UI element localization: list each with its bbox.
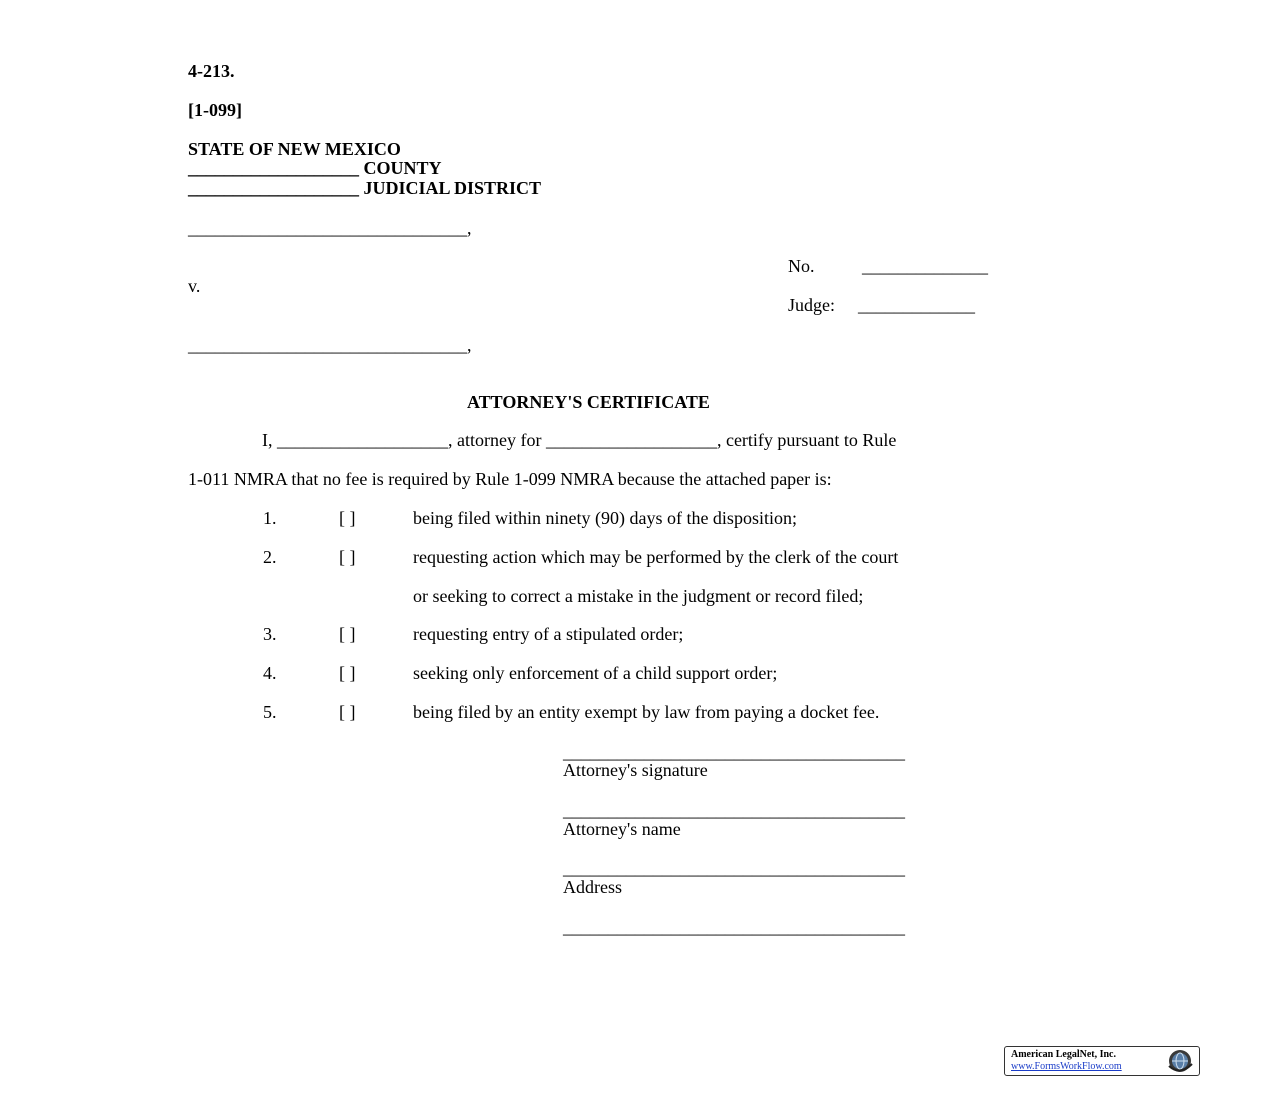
signature-line[interactable]: ______________________________________ (563, 742, 905, 762)
versus-label: v. (188, 276, 201, 296)
item-number: 3. (263, 624, 277, 644)
document-title: ATTORNEY'S CERTIFICATE (467, 392, 710, 412)
signature-label: Attorney's signature (563, 760, 708, 780)
item-number: 4. (263, 663, 277, 683)
logo-company-name: American LegalNet, Inc. (1011, 1049, 1116, 1060)
court-district-line: ___________________ JUDICIAL DISTRICT (188, 178, 542, 198)
item-checkbox[interactable]: [ ] (339, 702, 356, 722)
item-text: being filed by an entity exempt by law from paying a docket fee. (413, 702, 880, 722)
footer-logo[interactable] (1004, 1046, 1200, 1076)
logo-url-link[interactable]: www.FormsWorkFlow.com (1011, 1061, 1122, 1072)
court-county-line: ___________________ COUNTY (188, 158, 442, 178)
item-text: being filed within ninety (90) days of the disposition; (413, 508, 797, 528)
item-checkbox[interactable]: [ ] (339, 624, 356, 644)
judge-label: Judge: (788, 295, 835, 315)
item-number: 1. (263, 508, 277, 528)
item-checkbox[interactable]: [ ] (339, 663, 356, 683)
address-label: Address (563, 877, 622, 897)
certificate-line-1: I, ___________________, attorney for ___________________, certify pursuant to Rule (262, 430, 897, 450)
case-number-label: No. (788, 256, 815, 276)
name-line[interactable]: ______________________________________ (563, 800, 905, 820)
form-number: 4-213. (188, 61, 235, 81)
address-line[interactable]: ______________________________________ (563, 858, 905, 878)
item-text: requesting entry of a stipulated order; (413, 624, 684, 644)
defendant-line[interactable]: _______________________________, (188, 335, 472, 355)
case-number-blank[interactable]: ______________ (862, 256, 988, 276)
address-line-2[interactable]: ______________________________________ (563, 917, 905, 937)
item-checkbox[interactable]: [ ] (339, 508, 356, 528)
item-number: 2. (263, 547, 277, 567)
item-text-continued: or seeking to correct a mistake in the judgment or record filed; (413, 586, 864, 606)
judge-blank[interactable]: _____________ (858, 295, 975, 315)
item-checkbox[interactable]: [ ] (339, 547, 356, 567)
name-label: Attorney's name (563, 819, 681, 839)
certificate-line-2: 1-011 NMRA that no fee is required by Rule 1-099 NMRA because the attached paper is: (188, 469, 832, 489)
court-state: STATE OF NEW MEXICO (188, 139, 401, 159)
globe-icon (1163, 1048, 1197, 1074)
item-number: 5. (263, 702, 277, 722)
form-reference: [1-099] (188, 100, 242, 120)
item-text: seeking only enforcement of a child support order; (413, 663, 778, 683)
item-text: requesting action which may be performed by the clerk of the court (413, 547, 899, 567)
plaintiff-line[interactable]: _______________________________, (188, 218, 472, 238)
